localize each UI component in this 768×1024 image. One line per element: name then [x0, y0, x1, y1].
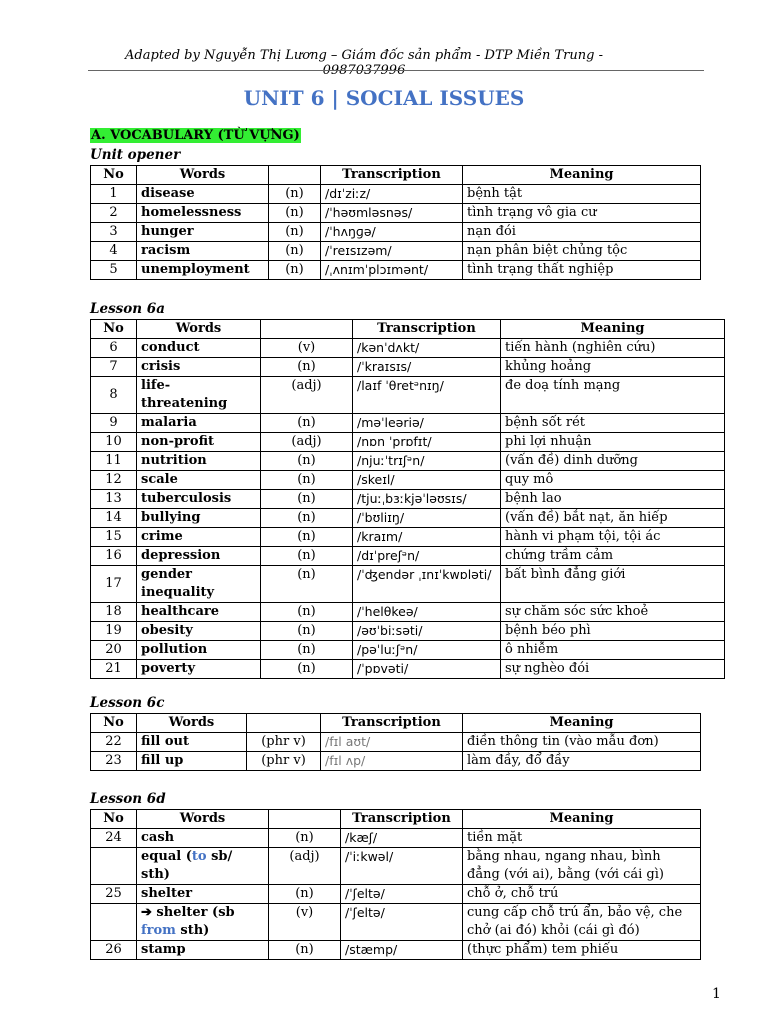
table-row [91, 358, 725, 377]
row-number: 5 [91, 261, 137, 280]
table-header-row [91, 320, 725, 339]
row-number: 1 [91, 185, 137, 204]
row-number: 22 [91, 733, 137, 752]
col-no: No [91, 166, 137, 185]
row-meaning: (vấn đề) dinh dưỡng [501, 452, 725, 471]
col-transcription: Transcription [321, 714, 463, 733]
row-number: 13 [91, 490, 137, 509]
row-meaning: (thực phẩm) tem phiếu [463, 941, 701, 960]
row-number: 4 [91, 242, 137, 261]
row-meaning: bệnh béo phì [501, 622, 725, 641]
row-number: 9 [91, 414, 137, 433]
row-number: 11 [91, 452, 137, 471]
row-word [137, 848, 269, 885]
row-meaning: bất bình đẳng giới [501, 566, 725, 603]
row-meaning: nạn đói [463, 223, 701, 242]
row-part-of-speech: (n) [261, 490, 353, 509]
row-part-of-speech: (v) [261, 339, 353, 358]
row-part-of-speech: (n) [269, 885, 341, 904]
row-word-part: sth) [175, 923, 210, 938]
row-word: cash [137, 829, 269, 848]
row-meaning: nạn phân biệt chủng tộc [463, 242, 701, 261]
col-pos [269, 810, 341, 829]
table-header-row [91, 810, 701, 829]
row-meaning: khủng hoảng [501, 358, 725, 377]
row-word: racism [137, 242, 269, 261]
row-part-of-speech: (n) [269, 941, 341, 960]
row-number: 15 [91, 528, 137, 547]
row-transcription: /dɪˈpreʃᵊn/ [353, 547, 501, 566]
row-number [91, 848, 137, 885]
row-word: malaria [137, 414, 261, 433]
row-word: gender inequality [137, 566, 261, 603]
row-number: 23 [91, 752, 137, 771]
row-meaning: đe doạ tính mạng [501, 377, 725, 414]
row-part-of-speech: (n) [261, 660, 353, 679]
col-meaning: Meaning [463, 810, 701, 829]
row-number: 24 [91, 829, 137, 848]
table-row [91, 261, 701, 280]
row-word: fill up [137, 752, 247, 771]
row-number: 17 [91, 566, 137, 603]
row-transcription: /ˈpɒvəti/ [353, 660, 501, 679]
row-meaning: điền thông tin (vào mẫu đơn) [463, 733, 701, 752]
row-transcription: /tjuːˌbɜːkjəˈləʊsɪs/ [353, 490, 501, 509]
table-row [91, 829, 701, 848]
col-meaning: Meaning [501, 320, 725, 339]
row-part-of-speech: (n) [261, 452, 353, 471]
row-word: life-threatening [137, 377, 261, 414]
row-transcription: /ˈkraɪsɪs/ [353, 358, 501, 377]
row-meaning: cung cấp chỗ trú ẩn, bảo vệ, che chở (ai đó) khỏi (cái gì đó) [463, 904, 701, 941]
row-transcription: /ˈʃeltə/ [341, 904, 463, 941]
row-number: 26 [91, 941, 137, 960]
row-meaning: làm đầy, đổ đầy [463, 752, 701, 771]
col-meaning: Meaning [463, 714, 701, 733]
row-transcription: /məˈleəriə/ [353, 414, 501, 433]
row-word: poverty [137, 660, 261, 679]
row-part-of-speech: (n) [269, 185, 321, 204]
row-transcription: /ˈreɪsɪzəm/ [321, 242, 463, 261]
row-word: bullying [137, 509, 261, 528]
row-transcription: /ˌʌnɪmˈplɔɪmənt/ [321, 261, 463, 280]
row-number: 14 [91, 509, 137, 528]
row-part-of-speech: (phr v) [247, 752, 321, 771]
row-meaning: phi lợi nhuận [501, 433, 725, 452]
table-row [91, 603, 725, 622]
table-row [91, 547, 725, 566]
col-transcription: Transcription [341, 810, 463, 829]
row-word: hunger [137, 223, 269, 242]
table-row [91, 660, 725, 679]
row-part-of-speech: (n) [261, 566, 353, 603]
row-part-of-speech: (phr v) [247, 733, 321, 752]
row-meaning: bệnh lao [501, 490, 725, 509]
table-row [91, 490, 725, 509]
row-part-of-speech: (n) [261, 603, 353, 622]
table-row [91, 242, 701, 261]
row-number: 18 [91, 603, 137, 622]
col-transcription: Transcription [321, 166, 463, 185]
row-transcription: /fɪl ʌp/ [321, 752, 463, 771]
row-word [137, 904, 269, 941]
row-meaning: ô nhiễm [501, 641, 725, 660]
row-meaning: bệnh sốt rét [501, 414, 725, 433]
table-row [91, 848, 701, 885]
row-meaning: tiền mặt [463, 829, 701, 848]
row-transcription: /fɪl aʊt/ [321, 733, 463, 752]
page-number: 1 [712, 986, 721, 1002]
lesson-6a-heading: Lesson 6a [90, 301, 165, 317]
row-number: 12 [91, 471, 137, 490]
row-part-of-speech: (n) [269, 204, 321, 223]
row-part-of-speech: (adj) [261, 377, 353, 414]
row-part-of-speech: (n) [261, 547, 353, 566]
col-transcription: Transcription [353, 320, 501, 339]
table-row [91, 566, 725, 603]
row-word: pollution [137, 641, 261, 660]
row-transcription: /ˈʤendər ˌɪnɪˈkwɒləti/ [353, 566, 501, 603]
lesson-6d-table [90, 809, 701, 960]
row-part-of-speech: (n) [269, 223, 321, 242]
col-meaning: Meaning [463, 166, 701, 185]
row-transcription: /kraɪm/ [353, 528, 501, 547]
row-word: obesity [137, 622, 261, 641]
row-word: homelessness [137, 204, 269, 223]
row-word-part: equal ( [141, 849, 192, 864]
row-meaning: tình trạng thất nghiệp [463, 261, 701, 280]
row-part-of-speech: (adj) [261, 433, 353, 452]
row-transcription: /stæmp/ [341, 941, 463, 960]
header-divider [88, 70, 704, 71]
row-meaning: bệnh tật [463, 185, 701, 204]
row-word-part: ➔ shelter (sb [141, 905, 235, 920]
row-meaning: sự chăm sóc sức khoẻ [501, 603, 725, 622]
lesson-6a-table [90, 319, 725, 679]
unit-opener-table [90, 165, 701, 280]
table-row [91, 377, 725, 414]
table-row [91, 204, 701, 223]
row-word: conduct [137, 339, 261, 358]
col-words: Words [137, 166, 269, 185]
document-credit-line: Adapted by Nguyễn Thị Lương – Giám đốc sản phẩm - DTP Miền Trung - 0987037996 [125, 48, 603, 78]
row-number: 19 [91, 622, 137, 641]
col-pos [247, 714, 321, 733]
row-transcription: /ˈhʌŋɡə/ [321, 223, 463, 242]
row-part-of-speech: (n) [261, 641, 353, 660]
row-meaning: quy mô [501, 471, 725, 490]
row-meaning: chứng trầm cảm [501, 547, 725, 566]
row-part-of-speech: (n) [261, 622, 353, 641]
row-word: stamp [137, 941, 269, 960]
table-row [91, 885, 701, 904]
row-meaning: tiến hành (nghiên cứu) [501, 339, 725, 358]
table-row [91, 433, 725, 452]
table-header-row [91, 166, 701, 185]
row-meaning: (vấn đề) bắt nạt, ăn hiếp [501, 509, 725, 528]
row-transcription: /njuːˈtrɪʃᵊn/ [353, 452, 501, 471]
section-a-heading: A. VOCABULARY (TỪ VỰNG) [91, 128, 300, 143]
row-transcription: /kæʃ/ [341, 829, 463, 848]
row-transcription: /laɪf ˈθretᵊnɪŋ/ [353, 377, 501, 414]
row-meaning: sự nghèo đói [501, 660, 725, 679]
row-part-of-speech: (v) [269, 904, 341, 941]
table-row [91, 452, 725, 471]
col-no: No [91, 810, 137, 829]
page-title: UNIT 6 | SOCIAL ISSUES [243, 86, 525, 110]
row-transcription: /əʊˈbiːsəti/ [353, 622, 501, 641]
row-word: scale [137, 471, 261, 490]
row-word-part: sb/ sth) [141, 849, 233, 882]
table-row [91, 904, 701, 941]
row-transcription: /ˈbʊliɪŋ/ [353, 509, 501, 528]
table-row [91, 509, 725, 528]
row-word: unemployment [137, 261, 269, 280]
row-transcription: /kənˈdʌkt/ [353, 339, 501, 358]
unit-opener-rows [91, 185, 701, 280]
row-word: fill out [137, 733, 247, 752]
row-transcription: /dɪˈziːz/ [321, 185, 463, 204]
row-transcription: /ˈhelθkeə/ [353, 603, 501, 622]
row-number: 21 [91, 660, 137, 679]
row-word: depression [137, 547, 261, 566]
lesson-6c-table [90, 713, 701, 771]
col-words: Words [137, 714, 247, 733]
row-word: non-profit [137, 433, 261, 452]
table-header-row [91, 714, 701, 733]
row-word: shelter [137, 885, 269, 904]
row-part-of-speech: (n) [269, 829, 341, 848]
row-number: 2 [91, 204, 137, 223]
row-number [91, 904, 137, 941]
row-transcription: /pəˈluːʃᵊn/ [353, 641, 501, 660]
table-row [91, 733, 701, 752]
table-row [91, 339, 725, 358]
row-part-of-speech: (adj) [269, 848, 341, 885]
col-pos [261, 320, 353, 339]
row-number: 16 [91, 547, 137, 566]
table-row [91, 941, 701, 960]
row-transcription: /ˈʃeltə/ [341, 885, 463, 904]
lesson-6c-rows [91, 733, 701, 771]
table-row [91, 471, 725, 490]
row-meaning: bằng nhau, ngang nhau, bình đẳng (với ai), bằng (với cái gì) [463, 848, 701, 885]
row-number: 7 [91, 358, 137, 377]
table-row [91, 223, 701, 242]
row-part-of-speech: (n) [261, 509, 353, 528]
table-row [91, 622, 725, 641]
row-part-of-speech: (n) [269, 242, 321, 261]
table-row [91, 641, 725, 660]
row-transcription: /nɒn ˈprɒfɪt/ [353, 433, 501, 452]
col-words: Words [137, 320, 261, 339]
lesson-6d-rows [91, 829, 701, 960]
row-word: healthcare [137, 603, 261, 622]
row-part-of-speech: (n) [261, 358, 353, 377]
row-number: 25 [91, 885, 137, 904]
table-row [91, 528, 725, 547]
row-number: 20 [91, 641, 137, 660]
row-part-of-speech: (n) [269, 261, 321, 280]
lesson-6d-heading: Lesson 6d [90, 791, 166, 807]
row-number: 10 [91, 433, 137, 452]
col-no: No [91, 320, 137, 339]
row-word: nutrition [137, 452, 261, 471]
col-pos [269, 166, 321, 185]
row-part-of-speech: (n) [261, 528, 353, 547]
col-no: No [91, 714, 137, 733]
unit-opener-heading: Unit opener [90, 147, 181, 163]
row-number: 3 [91, 223, 137, 242]
row-transcription: /skeɪl/ [353, 471, 501, 490]
row-word: crisis [137, 358, 261, 377]
row-number: 8 [91, 377, 137, 414]
table-row [91, 185, 701, 204]
lesson-6a-rows [91, 339, 725, 679]
row-word-part: from [141, 923, 176, 938]
table-row [91, 752, 701, 771]
row-part-of-speech: (n) [261, 414, 353, 433]
row-meaning: hành vi phạm tội, tội ác [501, 528, 725, 547]
row-number: 6 [91, 339, 137, 358]
row-part-of-speech: (n) [261, 471, 353, 490]
table-row [91, 414, 725, 433]
col-words: Words [137, 810, 269, 829]
row-word: disease [137, 185, 269, 204]
row-meaning: chỗ ở, chỗ trú [463, 885, 701, 904]
row-transcription: /ˈiːkwəl/ [341, 848, 463, 885]
row-word: tuberculosis [137, 490, 261, 509]
row-word-part: to [191, 849, 207, 864]
row-word: crime [137, 528, 261, 547]
row-transcription: /ˈhəʊmləsnəs/ [321, 204, 463, 223]
row-meaning: tình trạng vô gia cư [463, 204, 701, 223]
lesson-6c-heading: Lesson 6c [90, 695, 165, 711]
